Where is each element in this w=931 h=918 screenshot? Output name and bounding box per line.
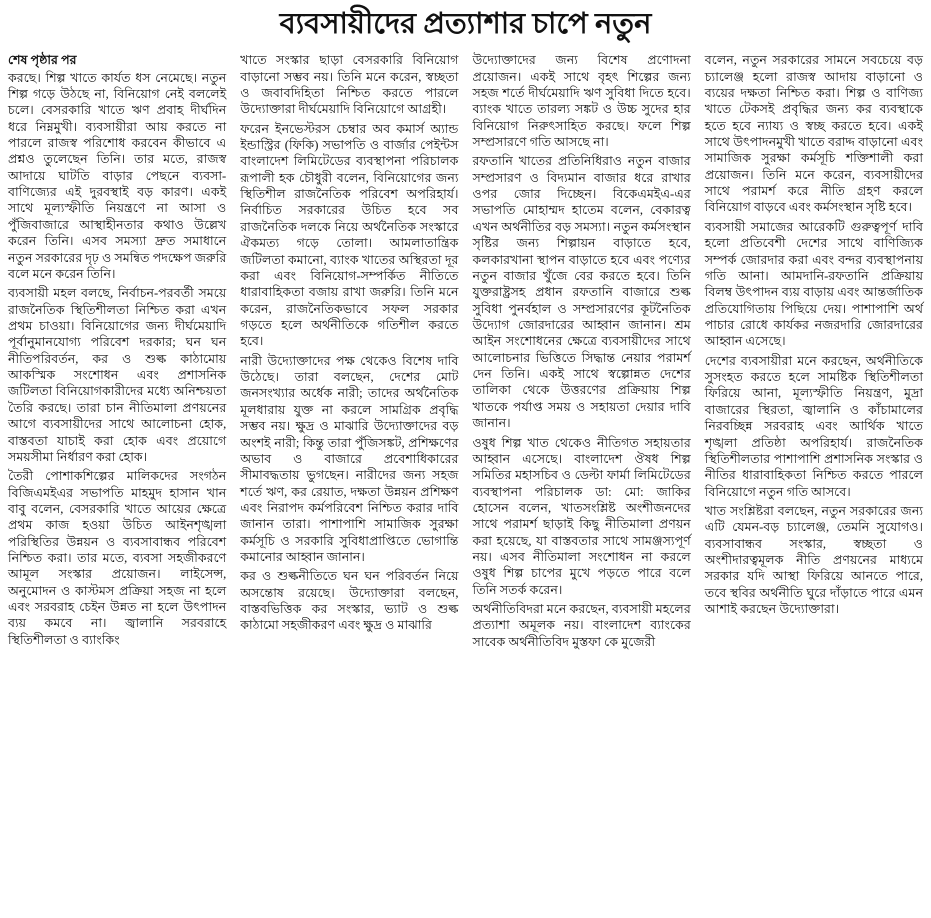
column-1-paragraphs — [8, 70, 226, 649]
paragraph: অর্থনীতিবিদরা মনে করছেন, ব্যবসায়ী মহলের প্রত্যাশা অমূলক নয়। বাংলাদেশ ব্যাংকের সাবেক অর্থনীতিবিদ মুস্তফা কে মুজেরী — [472, 602, 691, 649]
article-headline: ব্যবসায়ীদের প্রত্যাশার চাপে নতুন — [279, 8, 652, 40]
paragraph: উদ্যোক্তাদের জন্য বিশেষ প্রণোদনা প্রয়োজন। একই সাথে বৃহৎ শিল্পের জন্য সহজ শর্তে দীর্ঘমেয়াদি ঋণ সুবিধা দিতে হবে। ব্যাংক খাতে তারল্য সঙ্কট ও উচ্চ সুদের হার বিনিয়োগ নিরুৎসাহিত করছে। ফলে শিল্প সম্প্রসারণে গতি আসছে না। — [472, 53, 691, 150]
continued-from-label: শেষ পৃষ্ঠার পর — [8, 53, 77, 68]
paragraph: দেশের ব্যবসায়ীরা মনে করছেন, অর্থনীতিকে সুসংহত করতে হলে সামষ্টিক স্থিতিশীলতা ফিরিয়ে আনা, মূল্যস্ফীতি নিয়ন্ত্রণ, মুদ্রা বাজারের স্থিরতা, জ্বালানি ও কাঁচামালের নিরবচ্ছিন্ন সরবরাহ এবং আর্থিক খাতে শৃঙ্খলা প্রতিষ্ঠা অপরিহার্য। রাজনৈতিক স্থিতিশীলতার পাশাপাশি প্রশাসনিক সংস্কার ও নীতির ধারাবাহিকতা নিশ্চিত করতে পারলে বিনিয়োগে নতুন গতি আসবে। — [704, 353, 923, 499]
paragraph: ওষুধ শিল্প খাত থেকেও নীতিগত সহায়তার আহ্বান এসেছে। বাংলাদেশ ঔষধ শিল্প সমিতির মহাসচিব ও ডেল্টা ফার্মা লিমিটেডের ব্যবস্থাপনা পরিচালক ডা: মো: জাকির হোসেন বলেন, খাতসংশ্লিষ্ট অংশীজনদের সাথে পরামর্শ ছাড়াই কিছু নীতিমালা প্রণয়ন করা হয়েছে, যা বাস্তবতার সাথে সামঞ্জস্যপূর্ণ নয়। এসব নীতিমালা সংশোধন না করলে ওষুধ শিল্প চাপের মুখে পড়তে পারে বলে তিনি সতর্ক করেন। — [472, 435, 691, 597]
column-4 — [705, 52, 923, 620]
column-1 — [8, 52, 226, 651]
paragraph: ফরেন ইনভেস্টরস চেম্বার অব কমার্স অ্যান্ড ইন্ডাস্ট্রির (ফিকি) সভাপতি ও বার্জার পেইন্টস বাংলাদেশ লিমিটেডের ব্যবস্থাপনা পরিচালক রূপালী হক চৌধুরী বলেন, বিনিয়োগের জন্য স্থিতিশীল রাজনৈতিক পরিবেশ অপরিহার্য। নির্বাচিত সরকারের উচিত হবে সব রাজনৈতিক দলকে নিয়ে অর্থনৈতিক সংস্কারে ঐকমত্য গড়ে তোলা। আমলাতান্ত্রিক জটিলতা কমানো, ব্যাংক খাতের অস্থিরতা দূর করা এবং বিনিয়োগ-সম্পর্কিত নীতিতে ধারাবাহিকতা বজায় রাখা জরুরি। তিনি মনে করেন, রাজনৈতিকভাবে সফল সরকার গড়তে হলে অর্থনীতিকে গতিশীল করতে হবে। — [240, 121, 459, 349]
paragraph: বলেন, নতুন সরকারের সামনে সবচেয়ে বড় চ্যালেঞ্জ হলো রাজস্ব আদায় বাড়ানো ও ব্যয়ের দক্ষতা নিশ্চিত করা। শিল্প ও বাণিজ্য খাতে টেকসই প্রবৃদ্ধির জন্য কর ব্যবস্থাকে হতে হবে ন্যায্য ও স্বচ্ছ করতে হবে। একই সাথে উৎপাদনমুখী খাতে বরাদ্দ বাড়ানো এবং সামাজিক সুরক্ষা কর্মসূচি শক্তিশালী করা প্রয়োজন। তিনি মনে করেন, ব্যবসায়ীদের সাথে পরামর্শ করে নীতি গ্রহণ করলে বিনিয়োগ বাড়বে এবং কর্মসংস্থান সৃষ্টি হবে। — [704, 53, 923, 215]
paragraph: খাত সংশ্লিষ্টরা বলছেন, নতুন সরকারের জন্য এটি যেমন-বড় চ্যালেঞ্জ, তেমনি সুযোগও। ব্যবসাবান্ধব সংস্কার, স্বচ্ছতা ও অংশীদারত্বমূলক নীতি প্রণয়নের মাধ্যমে সরকার যদি আস্থা ফিরিয়ে আনতে পারে, তবে স্থবির অর্থনীতি ঘুরে দাঁড়াতে পারে এমন আশাই করছেন উদ্যোক্তারা। — [704, 503, 923, 617]
column-2-paragraphs — [240, 52, 458, 634]
column-4-paragraphs — [705, 52, 923, 617]
paragraph: তৈরী পোশাকশিল্পের মালিকদের সংগঠন বিজিএমইএর সভাপতি মাহমুদ হাসান খান বাবু বলেন, বেসরকারি খাতে আয়ের ক্ষেত্রে প্রথম কাজ হওয়া উচিত আইনশৃঙ্খলা পরিস্থিতির উন্নয়ন ও ব্যবসাবান্ধব পরিবেশ নিশ্চিত করা। তার মতে, ব্যবসা সহজীকরণে আমূল সংস্কার প্রয়োজন। লাইসেন্স, অনুমোদন ও কাস্টমস প্রক্রিয়া সহজ না হলে এবং সরবরাহ চেইন উন্নত না হলে উৎপাদন ব্যয় কমবে না। জ্বালানি সরবরাহে স্থিতিশীলতা ও ব্যাংকিং — [8, 469, 227, 647]
paragraph: ব্যবসায়ী মহল বলছে, নির্বাচন-পরবর্তী সময়ে রাজনৈতিক স্থিতিশীলতা নিশ্চিত করা এখন প্রথম চাওয়া। বিনিয়োগের জন্য দীর্ঘমেয়াদি পূর্বানুমানযোগ্য পরিবেশ দরকার; ঘন ঘন নীতিপরিবর্তন, কর ও শুল্ক কাঠামোয় আকস্মিক সংশোধন এবং প্রশাসনিক জটিলতা বিনিয়োগকারীদের মধ্যে অনিশ্চয়তা তৈরি করছে। তারা চান নীতিমালা প্রণয়নের আগে ব্যবসায়ীদের সাথে আলোচনা হোক, বাস্তবতা যাচাই করা হোক এবং প্রয়োগে সময়সীমা নির্ধারণ করা হোক। — [8, 286, 227, 464]
paragraph: কর ও শুল্কনীতিতে ঘন ঘন পরিবর্তন নিয়ে অসন্তোষ রয়েছে। উদ্যোক্তারা বলছেন, বাস্তবভিত্তিক কর সংস্কার, ভ্যাট ও শুল্ক কাঠামো সহজীকরণ এবং ক্ষুদ্র ও মাঝারি — [240, 569, 459, 633]
article-body — [8, 52, 923, 653]
paragraph: খাতে সংস্কার ছাড়া বেসরকারি বিনিয়োগ বাড়ানো সম্ভব নয়। তিনি মনে করেন, স্বচ্ছতা ও জবাবদিহিতা নিশ্চিত করতে পারলে উদ্যোক্তারা দীর্ঘমেয়াদি বিনিয়োগে আগ্রহী। — [240, 53, 459, 117]
paragraph: নারী উদ্যোক্তাদের পক্ষ থেকেও বিশেষ দাবি উঠেছে। তারা বলছেন, দেশের মোট জনসংখ্যার অর্ধেক নারী; তাদের অর্থনৈতিক মূলধারায় যুক্ত না করলে সামগ্রিক প্রবৃদ্ধি সম্ভব নয়। ক্ষুদ্র ও মাঝারি উদ্যোক্তাদের বড় অংশই নারী; কিন্তু তারা পুঁজিসঙ্কট, প্রশিক্ষণের অভাব ও বাজারে প্রবেশাধিকারের সীমাবদ্ধতায় ভুগছেন। নারীদের জন্য সহজ শর্তে ঋণ, কর রেয়াত, দক্ষতা উন্নয়ন প্রশিক্ষণ এবং নিরাপদ কর্মপরিবেশ নিশ্চিত করার দাবি জানান তারা। পাশাপাশি সামাজিক সুরক্ষা কর্মসূচি ও সরকারি সুবিধাপ্রাপ্তিতে ভোগান্তি কমানোর আহ্বান জানান। — [240, 353, 459, 565]
column-3 — [473, 52, 691, 653]
column-2 — [240, 52, 458, 637]
column-3-paragraphs — [473, 52, 691, 650]
paragraph: করছে। শিল্প খাতে কার্যত ধস নেমেছে। নতুন শিল্প গড়ে উঠছে না, বিনিয়োগ নেই বললেই চলে। বেসরকারি খাতে ঋণ প্রবাহ দীর্ঘদিন ধরে নিম্নমুখী। ব্যবসায়ীরা আয় করতে না পারলে রাজস্ব পরিশোধ করবেন কীভাবে এ প্রশ্নও তুলেছেন তিনি। তার মতে, রাজস্ব আদায়ে ঘাটতি বাড়ার পেছনে ব্যবসা-বাণিজ্যের এই দুরবস্থাই বড় কারণ। একই সাথে মূল্যস্ফীতি নিয়ন্ত্রণে না আসা ও পুঁজিবাজারে আস্থাহীনতার কথাও উল্লেখ করেন তিনি। এসব সমস্যা দ্রুত সমাধানে নতুন সরকারের দৃঢ় ও সমন্বিত পদক্ষেপ জরুরি বলে মনে করেন তিনি। — [8, 70, 227, 281]
paragraph: রফতানি খাতের প্রতিনিধিরাও নতুন বাজার সম্প্রসারণ ও বিদ্যমান বাজার ধরে রাখার ওপর জোর দিচ্ছেন। বিকেএমইএ-এর সভাপতি মোহাম্মদ হাতেম বলেন, বেকারত্ব এখন অর্থনীতির বড় সমস্যা। নতুন কর্মসংস্থান সৃষ্টির জন্য শিল্পায়ন বাড়াতে হবে, কলকারখানা স্থাপন বাড়াতে হবে এবং পণ্যের নতুন বাজার খুঁজে বের করতে হবে। তিনি যুক্তরাষ্ট্রসহ প্রধান রফতানি বাজারে শুল্ক সুবিধা পুনর্বহাল ও সম্প্রসারণের কূটনৈতিক উদ্যোগ জোরদারের আহ্বান জানান। শ্রম আইন সংশোধনের ক্ষেত্রে ব্যবসায়ীদের সাথে আলোচনার ভিত্তিতে সিদ্ধান্ত নেয়ার পরামর্শ দেন তিনি। একই সাথে স্বল্পোন্নত দেশের তালিকা থেকে উত্তরণের প্রক্রিয়ায় শিল্প খাতকে পর্যাপ্ত সময় ও সহায়তা দেয়ার দাবি জানান। — [472, 154, 691, 431]
paragraph: ব্যবসায়ী সমাজের আরেকটি গুরুত্বপূর্ণ দাবি হলো প্রতিবেশী দেশের সাথে বাণিজ্যিক সম্পর্ক জোরদার করা এবং বন্দর ব্যবস্থাপনায় গতি আনা। আমদানি-রফতানি প্রক্রিয়ায় বিলম্ব উৎপাদন ব্যয় বাড়ায় এবং আন্তর্জাতিক প্রতিযোগিতায় পিছিয়ে দেয়। পাশাপাশি অর্থ পাচার রোধে কার্যকর নজরদারি জোরদারের আহ্বান এসেছে। — [704, 219, 923, 349]
